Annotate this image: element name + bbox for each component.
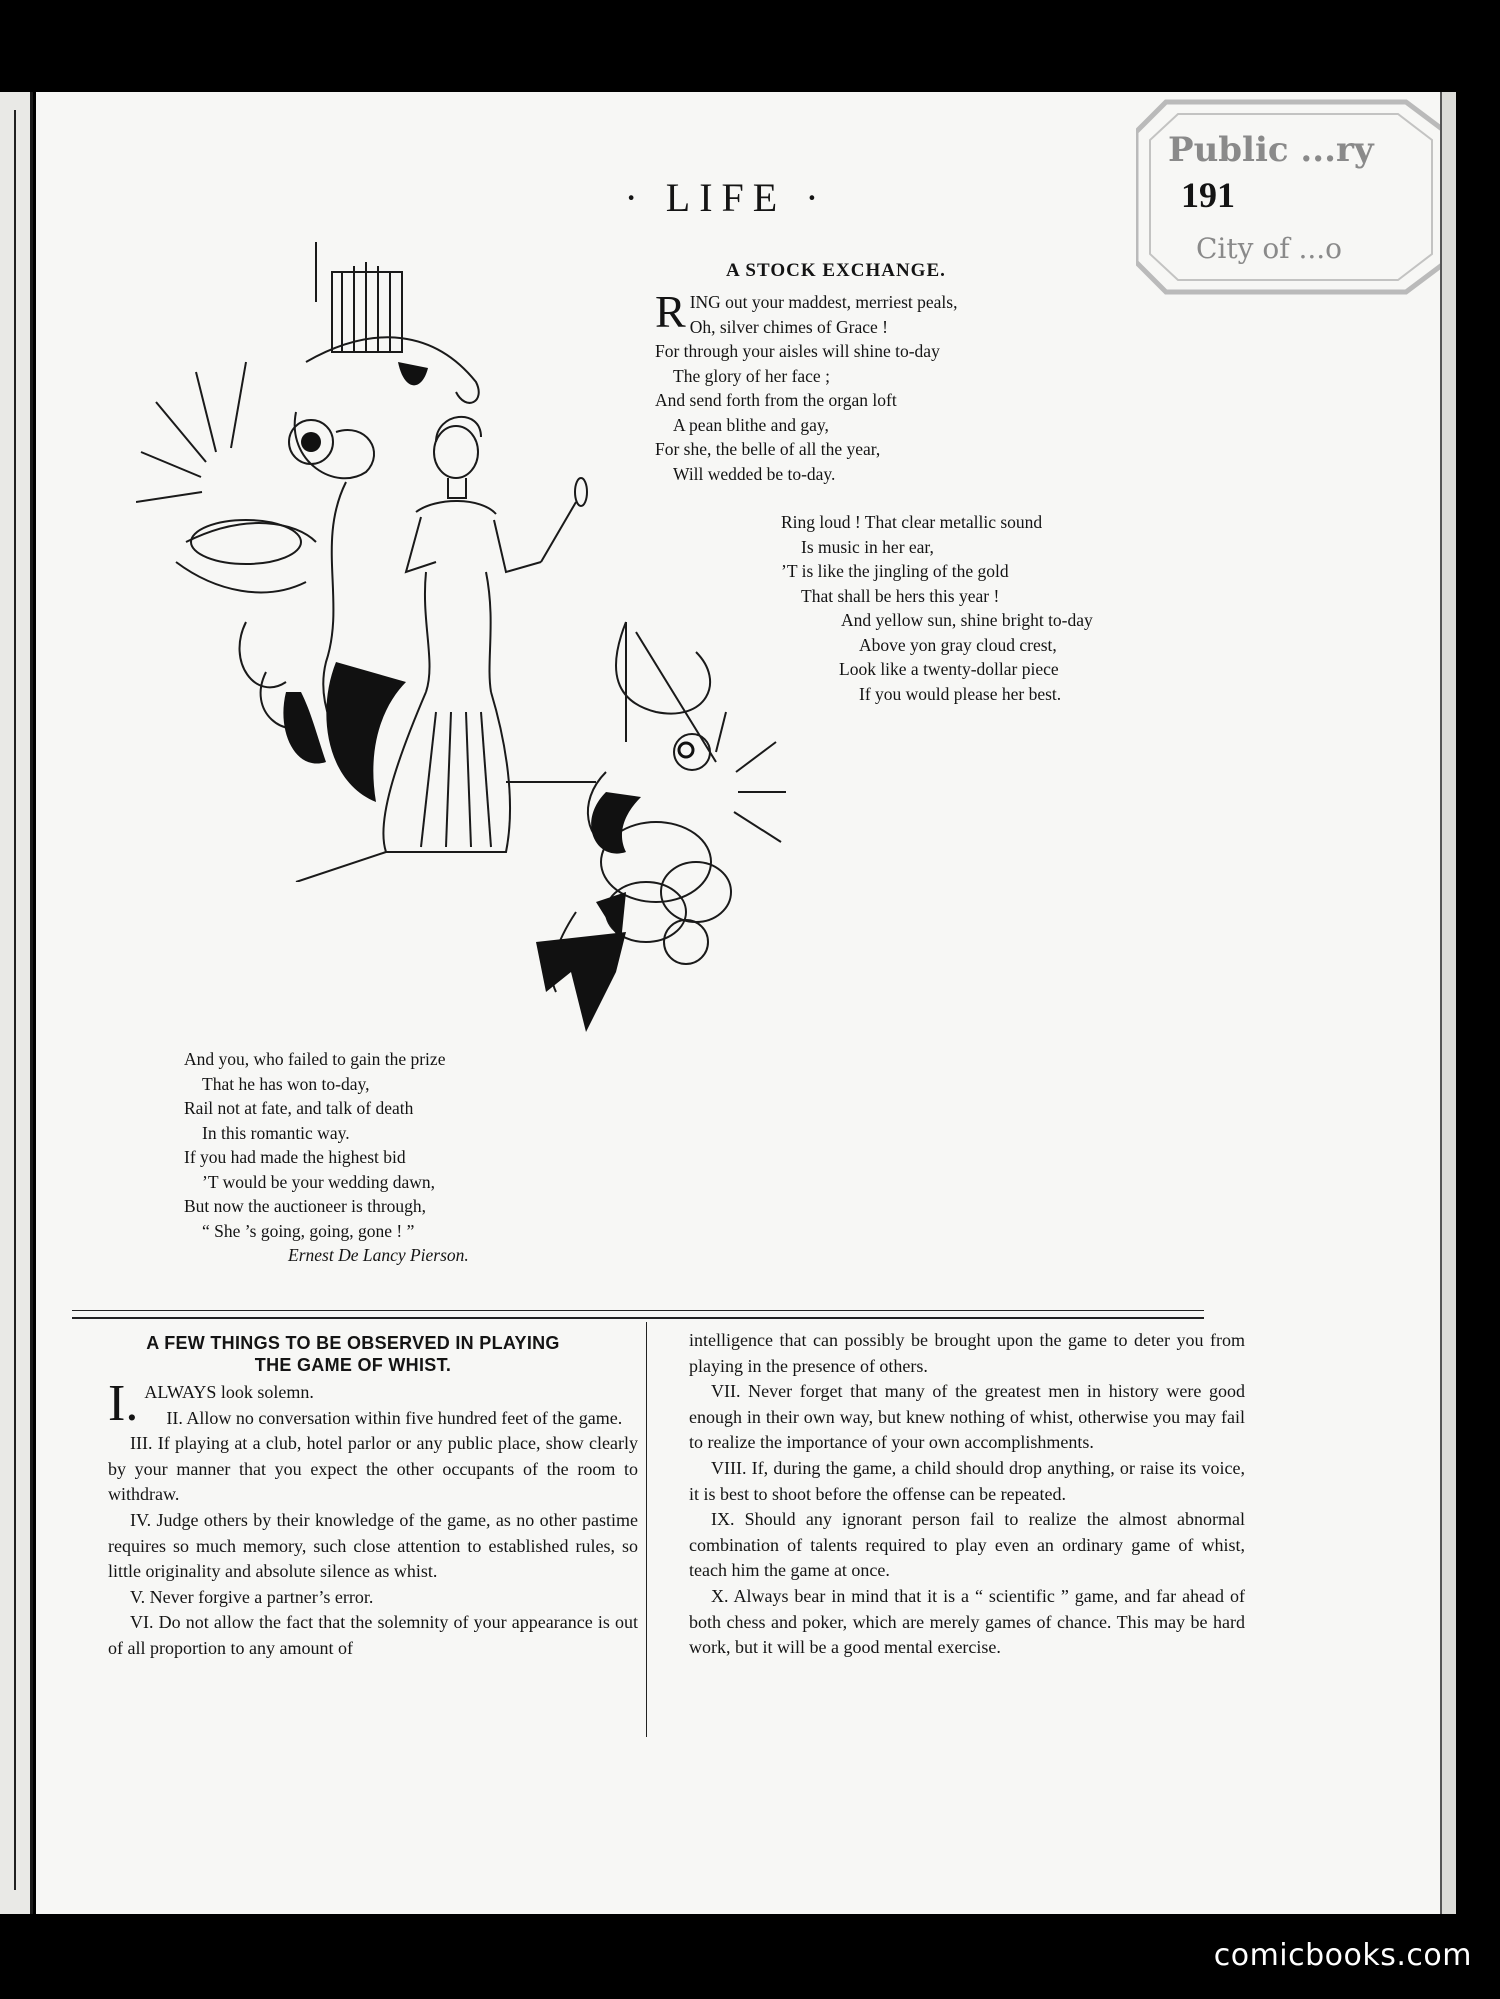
- poem-line: Oh, silver chimes of Grace !: [689, 316, 888, 337]
- facing-page-edge: [0, 92, 33, 1914]
- whist-rule-4: IV. Judge others by their knowledge of the game, as no other pastime requires so much memory, such close attention to established rules, so little originality and absolute silence as whist.: [108, 1509, 638, 1582]
- whist-big-initial: I.: [108, 1375, 139, 1432]
- section-divider-rule: [72, 1310, 1204, 1319]
- poem-line: “ She ’s going, going, gone ! ”: [202, 1220, 415, 1241]
- poem-line: For she, the belle of all the year,: [655, 439, 881, 459]
- whist-rule-5: V. Never forgive a partner’s error.: [130, 1586, 374, 1607]
- poem-dropcap: R: [655, 286, 686, 337]
- poem-line: And you, who failed to gain the prize: [184, 1049, 446, 1069]
- page-right-edge: [1440, 92, 1456, 1914]
- stamp-text-1: Public ...ry: [1168, 130, 1374, 170]
- poem-line: Rail not at fate, and talk of death: [184, 1098, 414, 1118]
- poem-line: And send forth from the organ loft: [655, 390, 897, 410]
- poem-line: In this romantic way.: [202, 1122, 350, 1143]
- binding-line: [14, 110, 16, 1890]
- poem-line: For through your aisles will shine to-day: [655, 341, 940, 361]
- poem-line: A pean blithe and gay,: [673, 414, 829, 435]
- whist-rule-6-continued: intelligence that can possibly be brought upon the game to deter you from playing in the presence of others.: [689, 1330, 1245, 1376]
- whist-rule-8: VIII. If, during the game, a child should drop anything, or raise its voice, it is best to shoot before the offense can be repeated.: [689, 1457, 1245, 1504]
- poem-line: ’T is like the jingling of the gold: [781, 561, 1009, 581]
- poem-line: Is music in her ear,: [801, 536, 934, 557]
- poem-line: If you had made the highest bid: [184, 1147, 406, 1167]
- poem-line: That he has won to-day,: [202, 1073, 370, 1094]
- whist-rule-2: II. Allow no conversation within five hundred feet of the game.: [166, 1407, 623, 1428]
- whist-rule-6: VI. Do not allow the fact that the solemnity of your appearance is out of all proportion to any amount of: [108, 1612, 638, 1658]
- poem-author: Ernest De Lancy Pierson.: [288, 1245, 469, 1265]
- poem-line: ING out your maddest, merriest peals,: [689, 292, 958, 312]
- whist-column-left: [108, 1375, 638, 1662]
- page-number: 191: [1181, 175, 1235, 215]
- poem-stanza-1: [655, 286, 1015, 486]
- site-watermark: comicbooks.com: [1213, 1938, 1472, 1973]
- poem-line: The glory of her face ;: [673, 365, 830, 386]
- whist-article-title: [72, 1332, 634, 1376]
- poem-line: If you would please her best.: [859, 683, 1062, 704]
- whist-rule-1: ALWAYS look solemn.: [144, 1382, 314, 1402]
- whist-rule-3: III. If playing at a club, hotel parlor or any public place, show clearly by your manner that you expect the other occupants of the room to withdraw.: [108, 1433, 638, 1505]
- poem-line: ’T would be your wedding dawn,: [202, 1171, 435, 1192]
- whist-rule-10: X. Always bear in mind that it is a “ scientific ” game, and far ahead of both chess and poker, which are merely games of chance. This may be hard work, but it will be a good mental exercise.: [689, 1585, 1245, 1658]
- poem-stanza-2: [781, 510, 1201, 706]
- magazine-title: · LIFE ·: [624, 175, 828, 220]
- poem-line: That shall be hers this year !: [801, 585, 1000, 606]
- whist-title-line-2: THE GAME OF WHIST.: [254, 1355, 452, 1375]
- magazine-page: [36, 92, 1452, 1914]
- poem-line: Look like a twenty-dollar piece: [839, 659, 1059, 679]
- whist-rule-7: VII. Never forget that many of the greatest men in history were good enough in their own way, but knew nothing of whist, otherwise you may fail to realize the importance of your own accomplishments.: [689, 1381, 1245, 1453]
- whist-column-right: [689, 1328, 1245, 1661]
- whist-rule-9: IX. Should any ignorant person fail to realize the almost abnormal combination of talents required to play even an ordinary game of whist, teach him the game at once.: [689, 1509, 1245, 1581]
- poem-line: But now the auctioneer is through,: [184, 1196, 427, 1216]
- poem-line: Above yon gray cloud crest,: [859, 634, 1057, 655]
- stamp-text-2: City of ...o: [1196, 232, 1343, 265]
- skull-moneybag-illustration: [476, 612, 796, 1062]
- poem-line: And yellow sun, shine bright to-day: [841, 610, 1093, 630]
- column-divider: [646, 1322, 647, 1737]
- poem-title: A STOCK EXCHANGE.: [726, 260, 946, 281]
- poem-line: Ring loud ! That clear metallic sound: [781, 512, 1043, 532]
- poem-line: Will wedded be to-day.: [673, 463, 836, 484]
- whist-title-line-1: A FEW THINGS TO BE OBSERVED IN PLAYING: [146, 1333, 560, 1353]
- poem-stanza-3: [184, 1047, 544, 1268]
